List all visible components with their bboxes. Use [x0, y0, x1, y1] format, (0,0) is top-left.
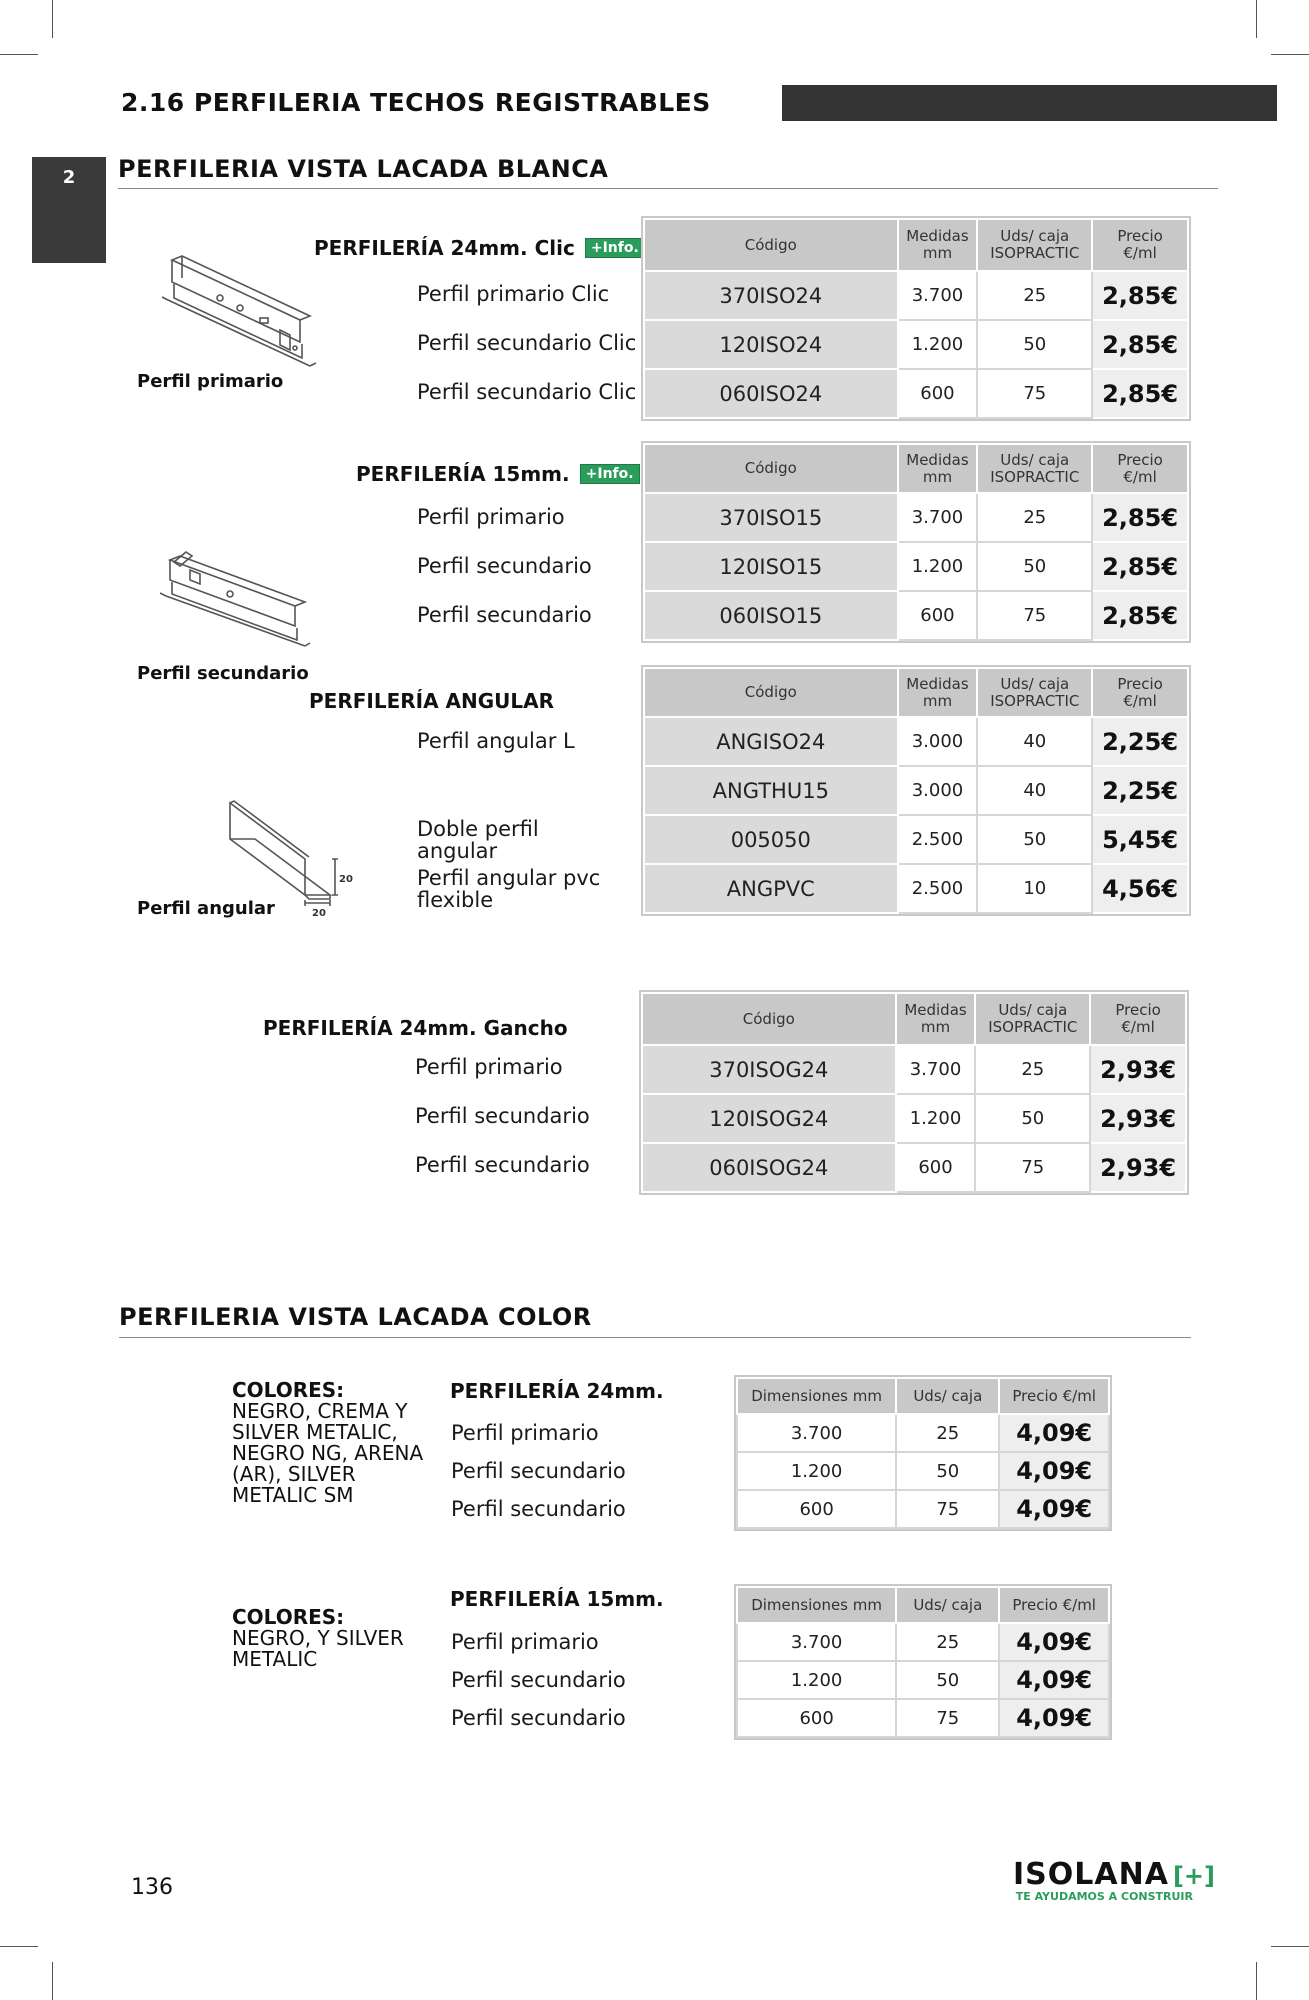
- row-desc: Perfil secundario: [415, 1153, 590, 1177]
- cell-precio: 2,85€: [1092, 591, 1188, 640]
- group-title-angular: PERFILERÍA ANGULAR: [309, 689, 555, 713]
- table-row: [644, 717, 1188, 766]
- cell-dim: 600: [737, 1490, 896, 1528]
- cell-uds: 75: [977, 591, 1092, 640]
- cell-precio: 2,25€: [1092, 766, 1188, 815]
- header-uds: Uds/ caja ISOPRACTIC: [977, 219, 1092, 271]
- row-desc: Perfil secundario: [451, 1668, 626, 1692]
- table-row: [642, 1094, 1186, 1143]
- table-header-row: [644, 444, 1188, 493]
- row-desc: Perfil secundario Clic: [417, 331, 637, 355]
- cell-medidas: 600: [898, 591, 978, 640]
- cell-medidas: 1.200: [898, 320, 978, 369]
- colores-text: NEGRO, Y SILVER METALIC: [232, 1626, 404, 1671]
- info-badge-button[interactable]: +Info.: [580, 464, 640, 484]
- table-row: [737, 1623, 1109, 1661]
- cell-precio: 2,25€: [1092, 717, 1188, 766]
- dim-label-a: 20: [339, 874, 353, 885]
- table-row: [737, 1661, 1109, 1699]
- row-desc: Perfil primario: [417, 505, 565, 529]
- header-medidas: Medidas mm: [898, 668, 978, 717]
- chapter-number: 2: [62, 167, 76, 188]
- header-precio: Precio €/ml: [999, 1378, 1109, 1414]
- row-desc: Perfil primario: [415, 1055, 563, 1079]
- group-title-text: PERFILERÍA 15mm.: [356, 462, 570, 486]
- crop-mark: [1271, 1946, 1309, 1947]
- table-row: [644, 766, 1188, 815]
- row-desc: Perfil angular pvc flexible: [417, 866, 601, 912]
- cell-precio: 4,09€: [999, 1661, 1109, 1699]
- cell-medidas: 1.200: [898, 542, 978, 591]
- cell-precio: 2,85€: [1092, 369, 1188, 418]
- color-price-table-15mm: [736, 1586, 1110, 1738]
- table-row: [644, 493, 1188, 542]
- section1-title: PERFILERIA VISTA LACADA BLANCA: [118, 155, 609, 183]
- table-row: [644, 815, 1188, 864]
- cell-uds: 40: [977, 717, 1092, 766]
- price-table-angular: [643, 667, 1189, 914]
- table-header-row: [642, 993, 1186, 1045]
- cell-precio: 2,93€: [1090, 1045, 1186, 1094]
- table-row: [737, 1452, 1109, 1490]
- row-desc: Perfil secundario Clic: [417, 380, 637, 404]
- info-badge-button[interactable]: +Info.: [585, 238, 645, 258]
- cell-uds: 50: [896, 1452, 999, 1490]
- header-dimensiones: Dimensiones mm: [737, 1587, 896, 1623]
- cell-code: 370ISOG24: [642, 1045, 896, 1094]
- cell-uds: 50: [975, 1094, 1090, 1143]
- cell-precio: 2,85€: [1092, 271, 1188, 320]
- row-desc: Perfil secundario: [415, 1104, 590, 1128]
- section2-title: PERFILERIA VISTA LACADA COLOR: [119, 1303, 592, 1331]
- header-precio: Precio €/ml: [1090, 993, 1186, 1045]
- cell-precio: 2,93€: [1090, 1094, 1186, 1143]
- header-precio: Precio €/ml: [1092, 668, 1188, 717]
- cell-dim: 3.700: [737, 1623, 896, 1661]
- cell-uds: 50: [977, 815, 1092, 864]
- color-group-title-24mm: PERFILERÍA 24mm.: [450, 1379, 664, 1403]
- row-desc: Perfil secundario: [451, 1497, 626, 1521]
- cell-medidas: 3.000: [898, 717, 978, 766]
- table-row: [737, 1699, 1109, 1737]
- cell-medidas: 600: [896, 1143, 976, 1192]
- header-bar: [782, 85, 1277, 121]
- cell-uds: 75: [975, 1143, 1090, 1192]
- table-row: [737, 1490, 1109, 1528]
- color-group-title-15mm: PERFILERÍA 15mm.: [450, 1587, 664, 1611]
- cell-medidas: 2.500: [898, 815, 978, 864]
- cell-precio: 4,09€: [999, 1623, 1109, 1661]
- cell-precio: 2,85€: [1092, 542, 1188, 591]
- crop-mark: [52, 1962, 53, 2000]
- section2-rule: [119, 1337, 1191, 1338]
- row-desc: Perfil primario: [451, 1421, 599, 1445]
- cell-precio: 5,45€: [1092, 815, 1188, 864]
- cell-uds: 25: [896, 1623, 999, 1661]
- colores-block: [232, 1607, 432, 1670]
- price-table-24mm-gancho: [641, 992, 1187, 1193]
- cell-precio: 4,09€: [999, 1490, 1109, 1528]
- cell-dim: 1.200: [737, 1661, 896, 1699]
- row-desc: Perfil primario: [451, 1630, 599, 1654]
- cell-precio: 2,85€: [1092, 320, 1188, 369]
- cell-uds: 75: [977, 369, 1092, 418]
- header-uds: Uds/ caja ISOPRACTIC: [977, 668, 1092, 717]
- colores-label: COLORES:: [232, 1605, 345, 1629]
- table-row: [642, 1143, 1186, 1192]
- brand-name: ISOLANA: [1013, 1857, 1169, 1892]
- cell-code: 120ISO15: [644, 542, 898, 591]
- header-uds: Uds/ caja ISOPRACTIC: [977, 444, 1092, 493]
- cell-uds: 75: [896, 1699, 999, 1737]
- table-header-row: [737, 1378, 1109, 1414]
- table-row: [644, 864, 1188, 913]
- section1-rule: [118, 188, 1218, 189]
- cell-uds: 50: [896, 1661, 999, 1699]
- cell-medidas: 3.700: [896, 1045, 976, 1094]
- cell-dim: 3.700: [737, 1414, 896, 1452]
- image-label-primario: Perfil primario: [137, 371, 284, 392]
- cell-code: 370ISO15: [644, 493, 898, 542]
- cell-uds: 25: [977, 271, 1092, 320]
- row-desc: Perfil secundario: [417, 554, 592, 578]
- row-desc: Doble perfil angular: [417, 817, 539, 863]
- cell-precio: 4,09€: [999, 1699, 1109, 1737]
- colores-text: NEGRO, CREMA Y SILVER METALIC, NEGRO NG, ARENA (AR), SILVER METALIC SM: [232, 1399, 424, 1507]
- colores-label: COLORES:: [232, 1378, 345, 1402]
- table-row: [644, 542, 1188, 591]
- color-price-table-24mm: [736, 1377, 1110, 1529]
- cell-precio: 2,93€: [1090, 1143, 1186, 1192]
- row-desc: Perfil secundario: [451, 1706, 626, 1730]
- cell-medidas: 3.700: [898, 493, 978, 542]
- table-header-row: [644, 219, 1188, 271]
- cell-code: ANGPVC: [644, 864, 898, 913]
- table-header-row: [737, 1587, 1109, 1623]
- row-desc: Perfil angular L: [417, 729, 575, 753]
- header-medidas: Medidas mm: [898, 444, 978, 493]
- cell-medidas: 3.700: [898, 271, 978, 320]
- cell-code: 370ISO24: [644, 271, 898, 320]
- cell-code: 060ISOG24: [642, 1143, 896, 1192]
- header-dimensiones: Dimensiones mm: [737, 1378, 896, 1414]
- image-label-secundario: Perfil secundario: [137, 663, 309, 684]
- cell-code: 060ISO15: [644, 591, 898, 640]
- header-codigo: Código: [642, 993, 896, 1045]
- colores-block: [232, 1380, 432, 1506]
- table-row: [737, 1414, 1109, 1452]
- image-label-angular: Perfil angular: [137, 898, 275, 919]
- header-uds: Uds/ caja ISOPRACTIC: [975, 993, 1090, 1045]
- cell-dim: 1.200: [737, 1452, 896, 1490]
- cell-code: 060ISO24: [644, 369, 898, 418]
- page-section-title: 2.16 PERFILERIA TECHOS REGISTRABLES: [121, 88, 711, 117]
- cell-precio: 4,56€: [1092, 864, 1188, 913]
- cell-medidas: 1.200: [896, 1094, 976, 1143]
- table-row: [642, 1045, 1186, 1094]
- cell-code: ANGTHU15: [644, 766, 898, 815]
- page-number: 136: [131, 1875, 173, 1900]
- cell-precio: 2,85€: [1092, 493, 1188, 542]
- header-precio: Precio €/ml: [1092, 219, 1188, 271]
- brand-mark-icon: [+]: [1172, 1862, 1215, 1890]
- table-row: [644, 271, 1188, 320]
- crop-mark: [1271, 54, 1309, 55]
- perfil-primario-drawing: [160, 250, 320, 375]
- header-medidas: Medidas mm: [898, 219, 978, 271]
- table-header-row: [644, 668, 1188, 717]
- crop-mark: [0, 1946, 38, 1947]
- crop-mark: [1256, 1962, 1257, 2000]
- group-title-24mm-clic: [314, 236, 645, 260]
- brand-tagline: TE AYUDAMOS A CONSTRUIR: [1015, 1890, 1193, 1903]
- crop-mark: [0, 54, 38, 55]
- cell-uds: 50: [977, 320, 1092, 369]
- group-title-15mm: [356, 462, 640, 486]
- chapter-tab: [32, 157, 106, 263]
- cell-uds: 25: [977, 493, 1092, 542]
- header-precio: Precio €/ml: [999, 1587, 1109, 1623]
- dim-label-b: 20: [312, 908, 326, 919]
- cell-uds: 50: [977, 542, 1092, 591]
- crop-mark: [52, 0, 53, 38]
- cell-code: 120ISOG24: [642, 1094, 896, 1143]
- row-desc: Perfil secundario: [451, 1459, 626, 1483]
- row-desc: Perfil secundario: [417, 603, 592, 627]
- brand-logo: [1013, 1857, 1215, 1903]
- cell-uds: 10: [977, 864, 1092, 913]
- cell-uds: 25: [975, 1045, 1090, 1094]
- header-uds: Uds/ caja: [896, 1587, 999, 1623]
- header-codigo: Código: [644, 219, 898, 271]
- cell-code: 120ISO24: [644, 320, 898, 369]
- table-row: [644, 320, 1188, 369]
- cell-uds: 25: [896, 1414, 999, 1452]
- price-table-15mm: [643, 443, 1189, 641]
- cell-code: 005050: [644, 815, 898, 864]
- header-codigo: Código: [644, 444, 898, 493]
- table-row: [644, 591, 1188, 640]
- header-uds: Uds/ caja: [896, 1378, 999, 1414]
- header-codigo: Código: [644, 668, 898, 717]
- cell-dim: 600: [737, 1699, 896, 1737]
- cell-medidas: 2.500: [898, 864, 978, 913]
- row-desc: Perfil primario Clic: [417, 282, 610, 306]
- crop-mark: [1256, 0, 1257, 38]
- cell-precio: 4,09€: [999, 1452, 1109, 1490]
- header-medidas: Medidas mm: [896, 993, 976, 1045]
- header-precio: Precio €/ml: [1092, 444, 1188, 493]
- cell-medidas: 3.000: [898, 766, 978, 815]
- group-title-text: PERFILERÍA 24mm. Clic: [314, 236, 575, 260]
- cell-uds: 75: [896, 1490, 999, 1528]
- perfil-secundario-drawing: [160, 548, 315, 663]
- cell-medidas: 600: [898, 369, 978, 418]
- group-title-24mm-gancho: PERFILERÍA 24mm. Gancho: [263, 1016, 568, 1040]
- cell-uds: 40: [977, 766, 1092, 815]
- cell-precio: 4,09€: [999, 1414, 1109, 1452]
- table-row: [644, 369, 1188, 418]
- price-table-24mm-clic: [643, 218, 1189, 419]
- cell-code: ANGISO24: [644, 717, 898, 766]
